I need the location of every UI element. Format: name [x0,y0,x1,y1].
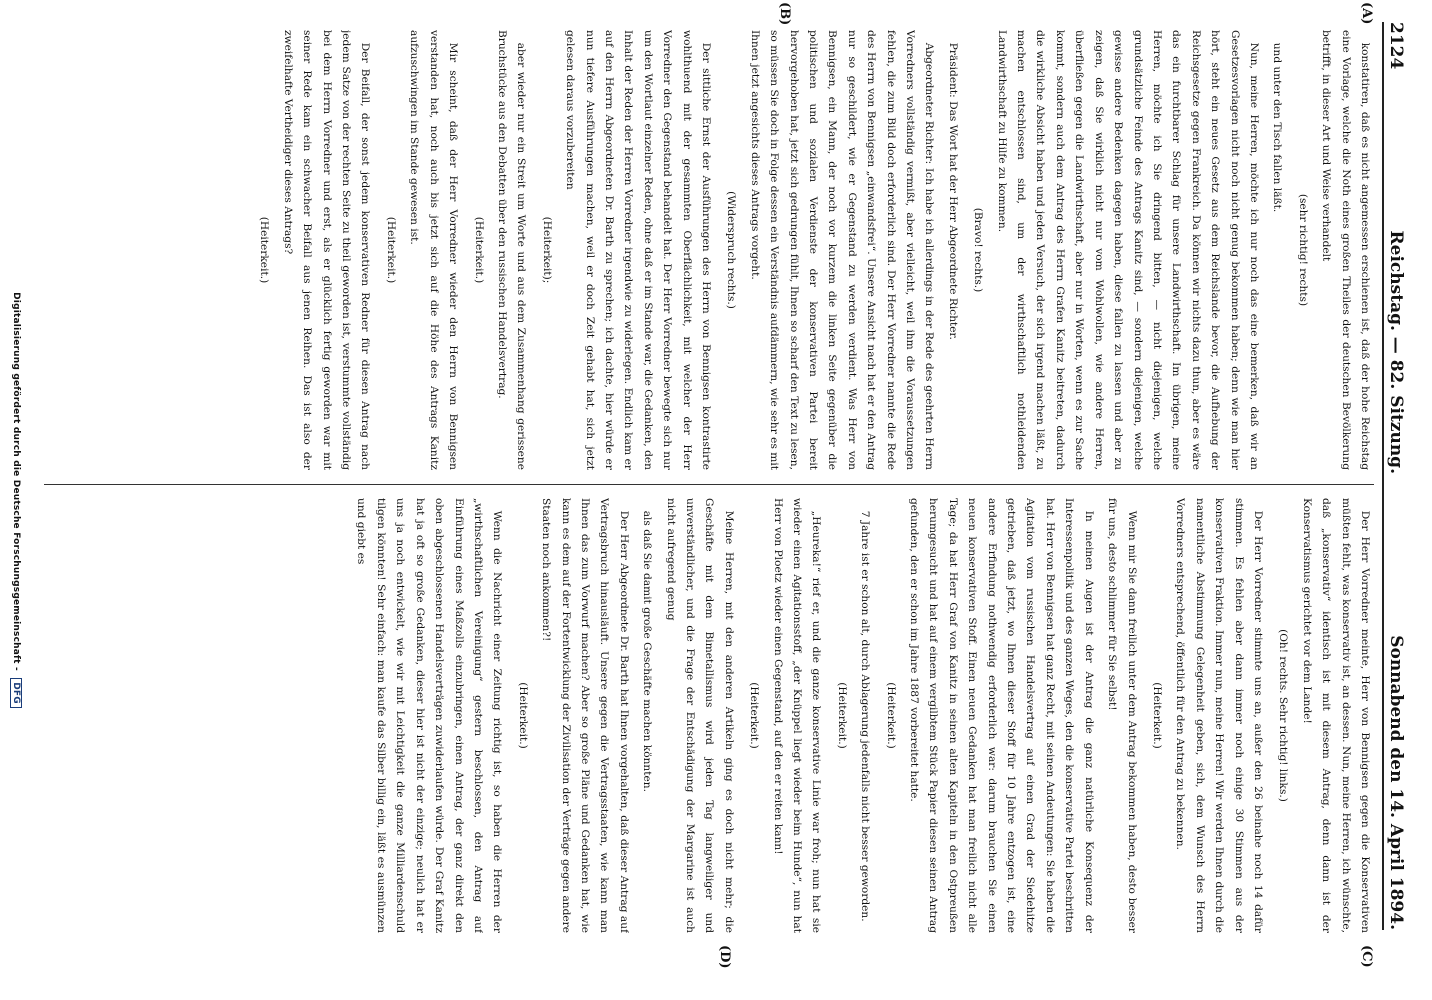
paragraph: konstatiren, daß es nicht angemessen erschienen ist, daß der hohe Reichstag eine Vorlage, welche die Noth eines großen Theiles der deutschen Bevölkerung betrifft, in dieser Art und Weise verhandelt [1320,30,1371,470]
paragraph: Der Beifall, der sonst jedem konservativen Redner für diesen Antrag nach jedem Satze von der rechten Seite zu theil geworden ist, verstummte vollständig bei dem Herrn Vorredner und erst, als er glücklich fertig geworden war mit seiner Rede kam ein schwacher Beifall aus jenen Reihen. Das ist also der zweifelhafte Vertheidiger dieses Antrags? [281,30,372,470]
interjection: (Heiterkeit.) [884,682,897,749]
interjection: (sehr richtig! rechts) [1296,193,1309,307]
paragraph: In meinen Augen ist der Antrag die ganz natürliche Konsequenz der Interessenpolitik und des ganzen Weges, den die konservative Partei beschritten hat. Herr von Bennigsen hat ganz Recht, mit seinen Andeutungen: Sie haben die Agitation vom russischen Handelsvertrag auf einen Grad der Siedehitze getrieben, daß jetzt, wo Ihnen dieser Stoff für 10 Jahre entzogen ist, eine andere Erfindung nothwendig erforderlich war: darum brauchen Sie einen neuen konservativen Stoff. Einen neuen Gedanken hat man freilich nicht alle Tage; da hat Herr Graf von Kanitz in seinen alten Kapiteln in den Ostpreußen herumgesucht und hat auf einem vergilbtem Stück Papier diesen seinen Antrag gefunden, den er schon im Jahre 1887 vorbereitet hatte. [908,498,1095,933]
paragraph: 7 Jahre ist er schon alt, durch Ablagerung jedenfalls nicht besser geworden. [859,510,872,922]
page-date: Sonnabend den 14. April 1894. [1386,635,1406,930]
page-number: 2124 [1386,22,1406,70]
page-header [1386,22,1410,930]
paragraph: Der Herr Abgeordnete Dr. Barth hat Ihnen vorgehalten, daß dieser Antrag auf Vertragsbruch hinausläuft. Unsere gegen die Vertragsstaaten, wie kann man Ihnen das zum Vorwurf machen? Aber so große Pläne und Gedanken hat, wie kann es dem auf der Fortentwicklung der Zivilisation der Verträge gegen andere Staaten noch ankommen?! [540,498,630,933]
interjection: (Heiterkeit.) [472,216,485,284]
paragraph: als daß Sie damit große Geschäfte machen könnten. [641,510,654,792]
header-rule [1382,22,1384,930]
paragraph: und unter den Tisch fallen läßt. [1271,42,1284,213]
marker-b: (B) [777,2,792,26]
interjection: (Heiterkeit.) [748,682,761,749]
column-divider [44,484,1374,485]
paragraph: Wenn die Nachricht einer Zeitung richtig ist, so haben die Herren der „wirthschaftlichen Vereinigung“ gestern beschlossen, den Antrag auf Einführung eines Maßzolls einzubringen, einen Antrag, der ganz direkt den oben abgeschlossenen Handelsverträgen zuwiderlaufen würde. Der Graf Kanitz hat ja oft so große Gedanken, dieser hier ist nicht der einzige; neulich hat er uns ja noch entwickelt, wie wir mit Leichtigkeit die ganze Milliardenschuld tilgen könnten! Sehr einfach: man kaufe das Silber billig ein, läßt es ausmünzen und giebt es [355,498,504,933]
interjection: (Heiterkeit.) [384,216,397,284]
interjection: (Heiterkeit.) [258,216,271,284]
paragraph: Abgeordneter Richter: Ich habe ich allerdings in der Rede des geehrten Herrn Vorredners vollständig vermißt, aber vielleicht, weil ihm die Voraussetzungen fehlen, die zum Bild doch erforderlich sind. Der Herr Vorredner nannte die Rede des Herrn von Bennigsen „einwandsfrei“. Unsere Ansicht nach hat er den Antrag nur so geschildert, wie er Gegenstand zu werden verdient. Was Herr von Bennigsen, ein Mann, der noch vor kurzem die linken Seite gegenüber die politischen und sozialen Verdienste der konservativen Partei bereit hervorgehoben hat, jetzt sich gedrungen fühlt, Ihnen so scharf den Text zu lesen, so müssen Sie doch in Folge dessen ein Verständnis aufdämmern, wie sehr es mit Ihnen jetzt angesichts dieses Antrags vorgeht. [748,30,936,470]
interjection: (Heiterkeit.) [516,682,529,749]
paragraph: Der Herr Vorredner stimmte uns an, außer den 26 beinahe noch 14 dafür stimmen. Es fehlen aber dann immer noch einige 30 Stimmen aus der konservativen Fraktion. Immer nun, meine Herren! Wir werden Ihnen durch die namentliche Abstimmung Gelegenheit geben, sich, dem Wunsch des Herrn Vorredners entsprechend, öffentlich für den Antrag zu bekennen. [1174,498,1264,933]
footer-text: Digitalisierung gefördert durch die Deutsche Forschungsgemeinschaft - [11,292,21,671]
paragraph: Meine Herren, mit den anderen Artikeln ging es doch nicht mehr; die Geschäfte mit dem Bimetallismus wird jeden Tag langweiliger und unverständlicher, und die Frage der Entschädigung der Margarine ist auch nicht aufregend genug [664,498,735,933]
paragraph: „Heureka!“ rief er, und die ganze konservative Linie war froh; nun hat sie wieder einen Agitationsstoff, „der Knüppel liegt wieder beim Hunde“, nun hat Herr von Ploetz wieder einen Gegenstand, auf den er reiten kann! [771,498,823,933]
marker-c: (C) [1359,945,1374,968]
marker-d: (D) [717,945,732,969]
interjection: (Heiterkeit); [540,216,553,284]
dfg-logo: DFG [10,678,22,708]
left-column [44,30,1374,470]
interjection: (Oh! rechts. Sehr richtig! links.) [1277,629,1290,802]
interjection: (Heiterkeit.) [1150,682,1163,749]
right-column [44,498,1374,933]
paragraph: Mir scheint, daß der Herr Vorredner wieder den Herrn von Bennigsen verstanden hat, noch auch bis jetzt sich auf die Höhe des Antrags Kanitz aufzuschwingen im Stande gewesen ist. [408,30,460,470]
paragraph: Wenn mir Sie dann freilich unter dem Antrag bekommen haben, desto besser für uns, desto schlimmer für Sie selbst! [1106,498,1138,933]
interjection: (Widerspruch rechts.) [725,191,738,309]
marker-a: (A) [1359,2,1374,25]
paragraph: aber wieder nur ein Streit um Worte und aus dem Zusammenhang gerissene Bruchstücke aus den Debatten über den russischen Handelsvertrag. [495,30,528,470]
paragraph: Der Herr Vorredner meinte, Herr von Bennigsen gegen die Konservativen müßten fehlt, was konservativ ist, an dessen. Nun, meine Herren, ich wünschte, daß „konservativ“ identisch ist mit diesem Antrag, denn dann ist der Konservatismus gerichtet vor dem Lande! [1300,498,1371,933]
paragraph: Nun, meine Herren, möchte ich nur noch das eine bemerken, daß wir an Gesetzesvorlagen nicht noch nicht genug bekommen haben; denn wie man hier hört, steht ein neues Gesetz aus dem Reichslande bevor, die Aufhebung der Reichsgesetze gegen Frankreich. Da können wir nichts dazu thun, aber es wäre das ein furchtbarer Schlag für unsere Landwirthschaft. Im übrigen, meine Herren, möchte ich Sie dringend bitten, — nicht diejenigen, welche grundsätzliche Feinde des Antrags Kanitz sind, — sondern diejenigen, welche gewisse andere Bedenken dagegen haben, diese fallen zu lassen und aber zu zeigen, daß Sie wirklich nicht nur vom Wohlwollen, wie andere Herren, überfließen gegen die Landwirthschaft, aber nur in Worten, wenn es zur Sache kommt, sondern auch dem Antrag des Herrn Grafen Kanitz beitreten, dadurch die wirkliche Absicht haben und jeden Versuch, der sich irgend machen läßt, zu machen entschlossen sind, um der wirthschaftlich nothleidenden Landwirthschaft zu Hilfe zu kommen. [995,30,1260,470]
interjection: (Heiterkeit.) [835,682,848,749]
interjection: (Bravo! rechts.) [972,207,985,293]
paragraph: Der sittliche Ernst der Ausführungen des Herrn von Bennigsen kontrastirte wohlthuend mit der gesammten Oberflächlichkeit, mit welcher der Herr Vorredner den Gegenstand behandelt hat. Der Herr Vorredner bewegte sich nur um den Wortlaut einzelner Reden, ohne daß er im Stande war, die Gedanken, den Inhalt der Reden der Herren Vorredner irgendwie zu widerlegen. Endlich kam er auf den Herrn Abgeordneten Dr. Barth zu sprechen; ich dachte, hier würde er nun tiefere Ausführungen machen, weil er doch Zeit gehabt hat, sich jetzt gelesen daraus vorzubereiten [564,30,712,470]
paragraph: Präsident: Das Wort hat der Herr Abgeordnete Richter. [946,42,959,340]
digitization-footer [10,0,22,1000]
page-title: Reichstag. — 82. Sitzung. [1386,230,1406,474]
